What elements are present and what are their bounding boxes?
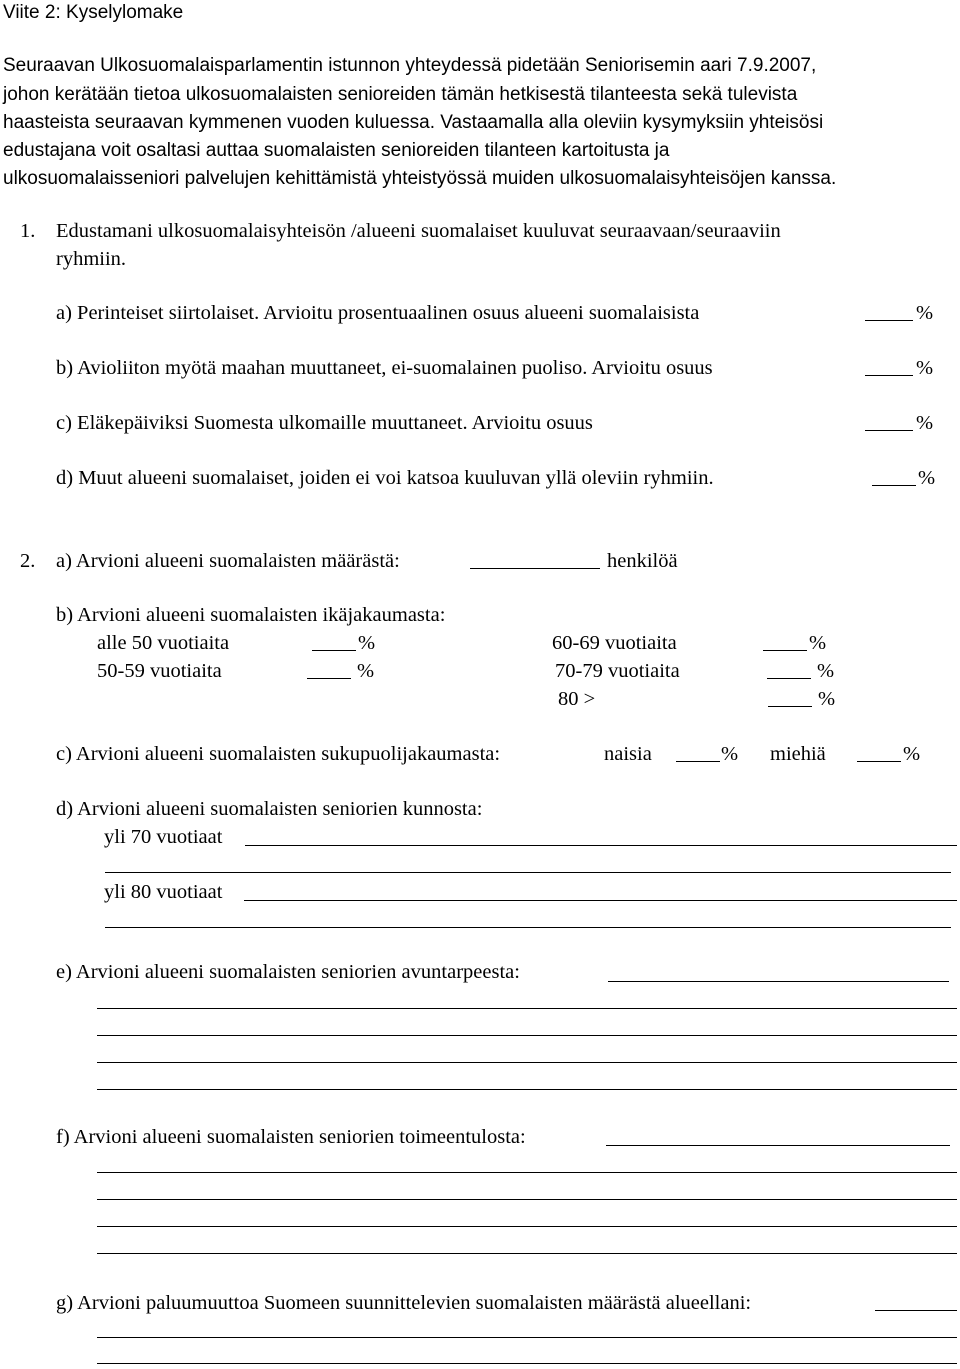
age-under-50-label: alle 50 vuotiaita (97, 632, 230, 654)
q2-g-field-2[interactable] (97, 1337, 957, 1338)
q1-c-percent-sign: % (916, 412, 934, 434)
q2-g-label: g) Arvioni paluumuuttoa Suomeen suunnittelevien suomalaisten määrästä alueellani: (56, 1292, 752, 1314)
q1-d-percent-sign: % (918, 467, 936, 489)
age-60-69-field[interactable] (763, 650, 807, 651)
q2-d-over80-label: yli 80 vuotiaat (104, 881, 223, 903)
q2-e-field-3[interactable] (97, 1035, 957, 1036)
page-title: Viite 2: Kyselylomake (3, 2, 184, 23)
age-under-50-field[interactable] (312, 650, 356, 651)
age-70-79-field[interactable] (767, 678, 811, 679)
q2-c-women-label: naisia (604, 743, 652, 765)
q2-g-field[interactable] (875, 1310, 957, 1311)
q2-f-field-2[interactable] (97, 1172, 957, 1173)
q2-d-label: d) Arvioni alueeni suomalaisten seniorien kunnosta: (56, 798, 483, 820)
age-50-59-field[interactable] (307, 678, 351, 679)
q2-d-over80-field[interactable] (244, 900, 957, 901)
q2-f-field-5[interactable] (97, 1253, 957, 1254)
age-60-69-label: 60-69 vuotiaita (552, 632, 677, 654)
q2-a-count-field[interactable] (470, 568, 600, 569)
q1-number: 1. (20, 220, 36, 242)
q2-d-over70-field[interactable] (245, 845, 957, 846)
q1-text-line-1: Edustamani ulkosuomalaisyhteisön /alueeni suomalaiset kuuluvat seuraavaan/seuraaviin (56, 220, 781, 242)
q2-c-men-pct: % (903, 743, 921, 765)
q1-d-percent-field[interactable] (872, 485, 916, 486)
q1-option-c: c) Eläkepäiviksi Suomesta ulkomaille muuttaneet. Arvioitu osuus (56, 412, 593, 434)
q2-c-women-field[interactable] (676, 761, 720, 762)
q2-e-field-2[interactable] (97, 1008, 957, 1009)
q2-f-label: f) Arvioni alueeni suomalaisten seniorien toimeentulosta: (56, 1126, 526, 1148)
intro-line-4: edustajana voit osaltasi auttaa suomalaisten senioreiden tilanteen kartoitusta ja (3, 140, 670, 161)
age-under-50-pct: % (358, 632, 376, 654)
age-70-79-pct: % (817, 660, 835, 682)
q2-f-field-4[interactable] (97, 1226, 957, 1227)
q2-d-over70-field-2[interactable] (105, 872, 951, 873)
q1-c-percent-field[interactable] (865, 430, 913, 431)
intro-line-2: johon kerätään tietoa ulkosuomalaisten senioreiden tämän hetkisestä tilanteesta sekä tulevista (3, 84, 798, 105)
q1-option-a: a) Perinteiset siirtolaiset. Arvioitu prosentuaalinen osuus alueeni suomalaisista (56, 302, 700, 324)
q2-g-field-3[interactable] (97, 1363, 957, 1364)
q1-option-b: b) Avioliiton myötä maahan muuttaneet, ei-suomalainen puoliso. Arvioitu osuus (56, 357, 713, 379)
q2-e-field-4[interactable] (97, 1062, 957, 1063)
q1-a-percent-sign: % (916, 302, 934, 324)
q2-e-label: e) Arvioni alueeni suomalaisten seniorien avuntarpeesta: (56, 961, 520, 983)
q2-d-over80-field-2[interactable] (105, 927, 951, 928)
q1-a-percent-field[interactable] (865, 320, 913, 321)
q1-text-line-2: ryhmiin. (56, 248, 127, 270)
intro-line-5: ulkosuomalaisseniori palvelujen kehittämistä yhteistyössä muiden ulkosuomalaisyhteisöjen kanssa. (3, 168, 837, 189)
q2-b-label: b) Arvioni alueeni suomalaisten ikäjakaumasta: (56, 604, 446, 626)
q2-number: 2. (20, 550, 36, 572)
intro-line-3: haasteista seuraavan kymmenen vuoden kuluessa. Vastaamalla alla oleviin kysymyksiin yhteisösi (3, 112, 824, 133)
age-50-59-label: 50-59 vuotiaita (97, 660, 222, 682)
age-80-plus-label: 80 > (558, 688, 596, 710)
q2-a-unit: henkilöä (607, 550, 678, 572)
age-60-69-pct: % (809, 632, 827, 654)
age-80-plus-pct: % (818, 688, 836, 710)
age-70-79-label: 70-79 vuotiaita (555, 660, 680, 682)
age-80-plus-field[interactable] (768, 706, 812, 707)
q2-e-field[interactable] (608, 981, 949, 982)
intro-line-1: Seuraavan Ulkosuomalaisparlamentin istunnon yhteydessä pidetään Seniorisemin aari 7.9.2007, (3, 55, 817, 76)
q2-f-field[interactable] (606, 1145, 950, 1146)
q2-c-label: c) Arvioni alueeni suomalaisten sukupuolijakaumasta: (56, 743, 501, 765)
q1-b-percent-field[interactable] (865, 375, 913, 376)
q2-d-over70-label: yli 70 vuotiaat (104, 826, 223, 848)
q1-b-percent-sign: % (916, 357, 934, 379)
q2-a-label: a) Arvioni alueeni suomalaisten määrästä: (56, 550, 400, 572)
q2-f-field-3[interactable] (97, 1199, 957, 1200)
q1-option-d: d) Muut alueeni suomalaiset, joiden ei voi katsoa kuuluvan yllä oleviin ryhmiin. (56, 467, 714, 489)
q2-e-field-5[interactable] (97, 1089, 957, 1090)
age-50-59-pct: % (357, 660, 375, 682)
q2-c-men-field[interactable] (857, 761, 901, 762)
q2-c-women-pct: % (721, 743, 739, 765)
q2-c-men-label: miehiä (770, 743, 826, 765)
